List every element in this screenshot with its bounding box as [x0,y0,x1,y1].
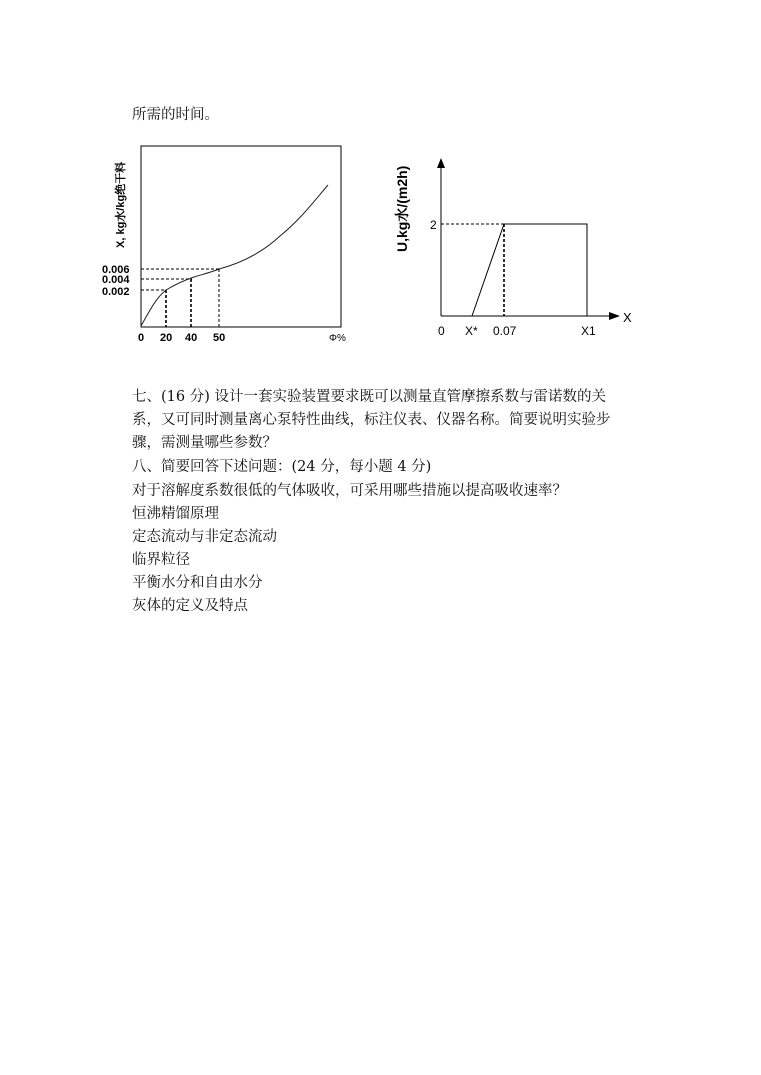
chart2-y-arrow [437,158,445,168]
chart2-x-arrow [609,312,620,320]
chart2-xlabel: X [623,310,632,325]
question-8-item: 临界粒径 [132,552,190,568]
chart2-ylabel: U,kg水/(m2h) [394,165,410,252]
question-7-line-1: 七、(16 分) 设计一套实验装置要求既可以测量直管摩擦系数与雷诺数的关 [132,389,606,405]
chart1-xtick-50: 50 [213,332,226,344]
chart2-xtick-x1: X1 [581,324,596,338]
question-8-item: 灰体的定义及特点 [132,598,248,614]
chart1-frame [141,146,341,327]
chart1-xtick-20: 20 [160,332,173,344]
question-8-heading: 八、简要回答下述问题：(24 分，每小题 4 分) [132,459,432,475]
chart1-xtick-0: 0 [138,332,145,344]
drying-rate-chart [394,158,632,338]
chart1-curve [141,185,328,326]
chart1-ytick-0.002: 0.002 [102,286,130,298]
question-8-item: 对于溶解度系数很低的气体吸收，可采用哪些措施以提高吸收速率？ [132,483,567,499]
chart1-ytick-0.004: 0.004 [102,274,130,286]
chart2-xtick-xstar: X* [465,324,478,338]
isotherm-chart [102,146,346,344]
question-8-item: 定态流动与非定态流动 [132,529,277,545]
question-8-item: 恒沸精馏原理 [132,506,219,522]
chart2-xtick-0.07: 0.07 [493,324,517,338]
question-7-line-2: 系，又可同时测量离心泵特性曲线，标注仪表、仪器名称。简要说明实验步 [132,412,611,428]
question-7-line-3: 骤，需测量哪些参数？ [132,435,277,451]
figures [0,0,761,360]
intro-text: 所需的时间。 [132,107,219,123]
question-8-item: 平衡水分和自由水分 [132,575,263,591]
chart1-xlabel: Φ% [329,333,346,344]
chart2-rate-curve [472,224,587,316]
chart1-ytick-0.006: 0.006 [102,264,130,276]
chart1-ylabel: X, kg水/kg绝干料 [115,161,127,248]
chart2-ytick-2: 2 [430,218,437,232]
chart1-xtick-40: 40 [185,332,198,344]
chart2-xtick-0: 0 [438,324,445,338]
